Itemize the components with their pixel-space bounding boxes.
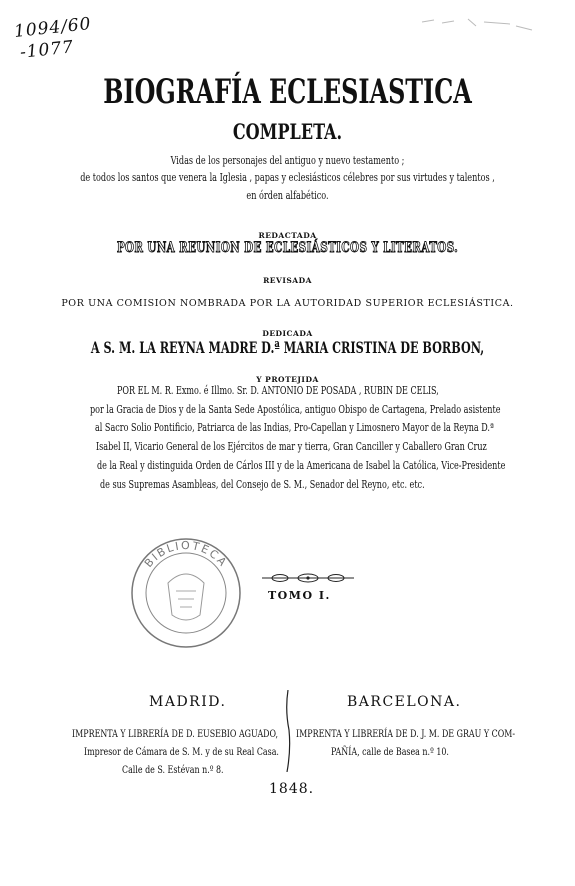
protegida-label: Y PROTEJIDA <box>256 375 319 384</box>
title-wrap <box>0 72 575 112</box>
protector-line <box>96 440 575 453</box>
madrid-printer: IMPRENTA Y LIBRERÍA DE D. EUSEBIO AGUADO, <box>72 728 279 740</box>
description-line: Vidas de los personajes del antiguo y nuevo testamento ; <box>170 154 405 167</box>
madrid-city: MADRID. <box>149 694 227 710</box>
protector-line <box>90 403 575 416</box>
subtitle-wrap <box>0 119 575 144</box>
protector-text: al Sacro Solio Pontificio, Patriarca de las Indias, Pro-Capellan y Limosnero Mayor de la Reyna D.ª <box>95 421 494 434</box>
volume-label: TOMO I. <box>268 589 331 602</box>
revisada-text-wrap <box>0 291 575 310</box>
madrid-address: Calle de S. Estévan n.º 8. <box>122 764 224 776</box>
desc-line-3-wrap <box>0 189 575 202</box>
redactada-text: POR UNA REUNION DE ECLESIÁSTICOS Y LITERATOS. <box>116 240 459 256</box>
desc-line-1-wrap <box>0 154 575 167</box>
barcelona-printer: IMPRENTA Y LIBRERÍA DE D. J. M. DE GRAU Y COM- <box>296 728 516 740</box>
protector-line <box>95 421 575 434</box>
publisher-divider <box>281 690 295 772</box>
handwritten-shelf-mark: 1094/60 <box>13 13 93 43</box>
library-stamp <box>128 535 244 651</box>
page-subtitle: COMPLETA. <box>232 119 343 144</box>
barcelona-city: BARCELONA. <box>347 694 462 710</box>
protector-text: de sus Supremas Asambleas, del Consejo de S. M., Senador del Reyno, etc. etc. <box>100 478 425 491</box>
protector-text: de la Real y distinguida Orden de Cárlos III y de la Americana de Isabel la Católica, Vice-Presidente <box>97 459 506 472</box>
pencil-marks <box>420 14 540 32</box>
dedication-text: A S. M. LA REYNA MADRE D.ª MARIA CRISTINA DE BORBON, <box>90 338 485 357</box>
revisada-label-wrap <box>0 268 575 287</box>
publication-year: 1848. <box>269 781 315 797</box>
protector-line <box>97 459 575 472</box>
page-title: BIOGRAFÍA ECLESIASTICA <box>103 72 472 112</box>
madrid-printer-title: Impresor de Cámara de S. M. y de su Real Casa. <box>84 746 279 758</box>
stamp-text: BIBLIOTECA <box>141 538 231 570</box>
protector-text: por la Gracia de Dios y de la Santa Sede Apostólica, antiguo Obispo de Cartagena, Prelado asistente <box>90 403 501 416</box>
barcelona-address: PAÑÍA, calle de Basea n.º 10. <box>331 746 449 758</box>
ornament-divider <box>262 571 354 585</box>
dedicada-label: DEDICADA <box>262 329 313 338</box>
description-line: en órden alfabético. <box>246 189 329 202</box>
handwritten-shelf-mark-2: -1077 <box>19 37 75 63</box>
description-line: de todos los santos que venera la Iglesia , papas y eclesiásticos célebres por sus virtudes y talentos , <box>80 171 495 184</box>
protector-text: Isabel II, Vicario General de los Ejércitos de mar y tierra, Gran Canciller y Caballero Gran Cruz <box>96 440 487 453</box>
revisada-label: REVISADA <box>263 276 312 285</box>
protector-text: POR EL M. R. Exmo. é Illmo. Sr. D. ANTONIO DE POSADA , RUBIN DE CELIS, <box>117 384 439 397</box>
redactada-label: REDACTADA <box>258 231 317 240</box>
desc-line-2-wrap <box>0 171 575 184</box>
protector-line <box>117 384 519 397</box>
dedicada-text-wrap <box>0 338 575 357</box>
revisada-text: POR UNA COMISION NOMBRADA POR LA AUTORIDAD SUPERIOR ECLESIÁSTICA. <box>61 298 514 309</box>
protector-line <box>100 478 506 491</box>
redactada-text-wrap <box>0 240 575 256</box>
